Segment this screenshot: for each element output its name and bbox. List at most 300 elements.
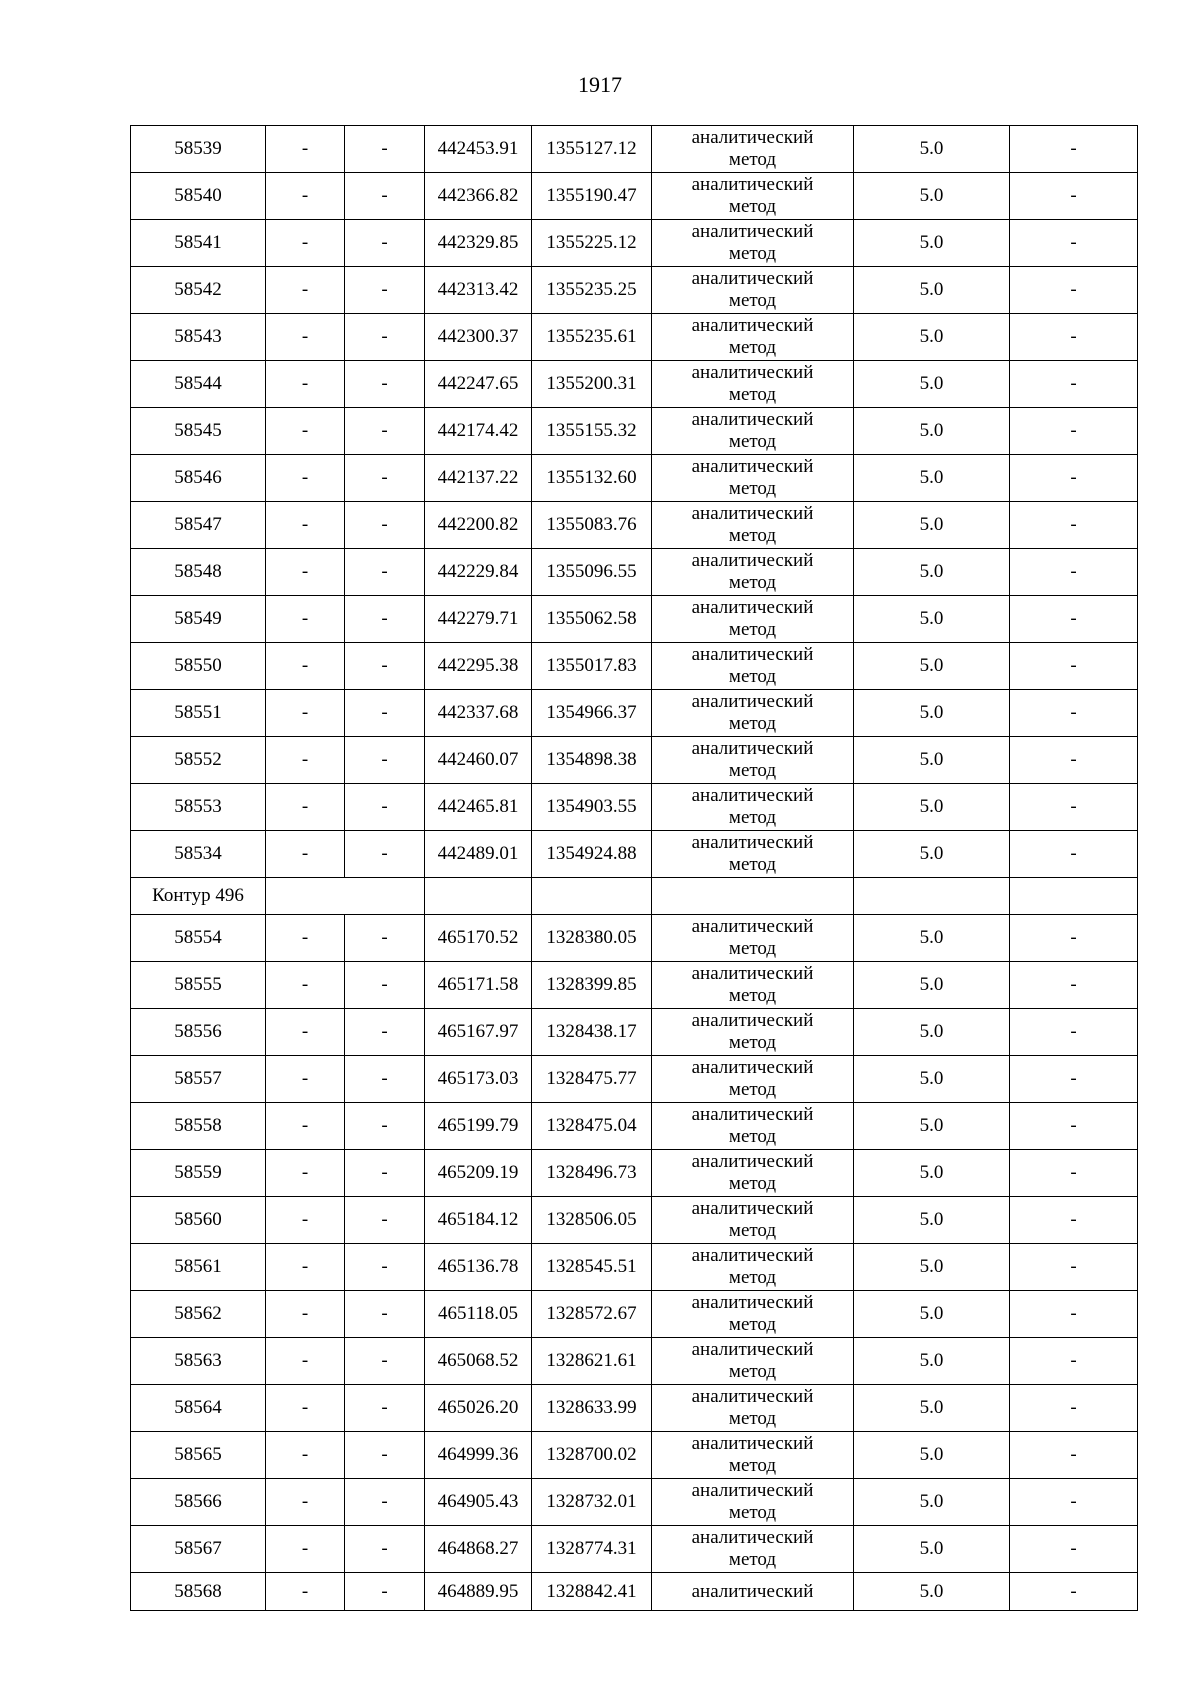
point-number-cell: 58547: [131, 502, 266, 549]
method-cell: [652, 1338, 854, 1385]
column-2-cell: -: [266, 1103, 345, 1150]
x-coordinate-cell: 442174.42: [425, 408, 532, 455]
method-text: аналитический: [691, 644, 814, 665]
method-text: метод: [728, 760, 777, 781]
method-cell: [652, 784, 854, 831]
column-8-cell: -: [1010, 784, 1138, 831]
point-number-cell: 58546: [131, 455, 266, 502]
column-3-cell: -: [345, 1009, 425, 1056]
accuracy-cell: 5.0: [854, 643, 1010, 690]
method-text: аналитический: [691, 1339, 814, 1360]
accuracy-cell: 5.0: [854, 173, 1010, 220]
point-number-cell: 58555: [131, 962, 266, 1009]
table-row: [131, 1573, 1138, 1611]
method-text: метод: [728, 384, 777, 405]
method-text: аналитический: [691, 1151, 814, 1172]
method-cell: [652, 1573, 854, 1611]
method-cell: [652, 962, 854, 1009]
method-text: аналитический: [691, 456, 814, 477]
column-3-cell: -: [345, 1103, 425, 1150]
column-3-cell: -: [345, 1479, 425, 1526]
y-coordinate-cell: 1355083.76: [532, 502, 652, 549]
x-coordinate-cell: 465184.12: [425, 1197, 532, 1244]
accuracy-cell: 5.0: [854, 596, 1010, 643]
method-text: аналитический: [691, 1057, 814, 1078]
method-text: аналитический: [691, 1386, 814, 1407]
method-cell: [652, 915, 854, 962]
point-number-cell: 58560: [131, 1197, 266, 1244]
column-8-cell: -: [1010, 1291, 1138, 1338]
x-coordinate-cell: 442247.65: [425, 361, 532, 408]
column-2-cell: -: [266, 1385, 345, 1432]
method-text: метод: [728, 1549, 777, 1570]
table-row: [131, 737, 1138, 784]
x-coordinate-cell: 465026.20: [425, 1385, 532, 1432]
accuracy-cell: 5.0: [854, 267, 1010, 314]
point-number-cell: 58564: [131, 1385, 266, 1432]
method-text: метод: [728, 1361, 777, 1382]
accuracy-cell: 5.0: [854, 455, 1010, 502]
y-coordinate-cell: 1355132.60: [532, 455, 652, 502]
column-3-cell: -: [345, 126, 425, 173]
column-3-cell: -: [345, 962, 425, 1009]
column-2-cell: -: [266, 1526, 345, 1573]
column-8-cell: -: [1010, 1338, 1138, 1385]
method-cell: [652, 737, 854, 784]
method-cell: [652, 1150, 854, 1197]
accuracy-cell: 5.0: [854, 737, 1010, 784]
method-text: метод: [728, 1220, 777, 1241]
method-cell: [652, 314, 854, 361]
method-text: аналитический: [691, 738, 814, 759]
method-text: аналитический: [691, 916, 814, 937]
column-2-cell: -: [266, 1291, 345, 1338]
table-row: [131, 1056, 1138, 1103]
table-row: [131, 1009, 1138, 1056]
column-8-cell: -: [1010, 915, 1138, 962]
point-number-cell: 58567: [131, 1526, 266, 1573]
x-coordinate-cell: 465170.52: [425, 915, 532, 962]
x-coordinate-cell: 442460.07: [425, 737, 532, 784]
x-coordinate-cell: 465068.52: [425, 1338, 532, 1385]
accuracy-cell: 5.0: [854, 1103, 1010, 1150]
accuracy-cell: 5.0: [854, 1432, 1010, 1479]
table-row: [131, 915, 1138, 962]
table-row: [131, 314, 1138, 361]
method-cell: [652, 1056, 854, 1103]
y-coordinate-cell: 1355155.32: [532, 408, 652, 455]
x-coordinate-cell: 465199.79: [425, 1103, 532, 1150]
column-8-cell: -: [1010, 737, 1138, 784]
point-number-cell: 58534: [131, 831, 266, 878]
point-number-cell: 58557: [131, 1056, 266, 1103]
column-8-cell: -: [1010, 455, 1138, 502]
method-text: аналитический: [691, 1433, 814, 1454]
method-cell: [652, 455, 854, 502]
y-coordinate-cell: 1328633.99: [532, 1385, 652, 1432]
point-number-cell: 58565: [131, 1432, 266, 1479]
column-2-cell: -: [266, 1338, 345, 1385]
x-coordinate-cell: 464889.95: [425, 1573, 532, 1611]
table-row: [131, 220, 1138, 267]
x-coordinate-cell: 442313.42: [425, 267, 532, 314]
x-coordinate-cell: 465167.97: [425, 1009, 532, 1056]
accuracy-cell: 5.0: [854, 1338, 1010, 1385]
column-2-cell: -: [266, 1197, 345, 1244]
method-text: метод: [728, 1079, 777, 1100]
point-number-cell: 58544: [131, 361, 266, 408]
y-coordinate-cell: 1355017.83: [532, 643, 652, 690]
table-row: [131, 690, 1138, 737]
table-row: [131, 549, 1138, 596]
method-text: метод: [728, 1126, 777, 1147]
column-2-cell: -: [266, 314, 345, 361]
accuracy-cell: 5.0: [854, 220, 1010, 267]
column-2-cell: -: [266, 737, 345, 784]
x-coordinate-cell: 442229.84: [425, 549, 532, 596]
column-2-cell: -: [266, 408, 345, 455]
point-number-cell: 58545: [131, 408, 266, 455]
y-coordinate-cell: 1328438.17: [532, 1009, 652, 1056]
method-text: аналитический: [691, 691, 814, 712]
empty-cell: [532, 878, 652, 915]
table-row: [131, 784, 1138, 831]
table-row: [131, 502, 1138, 549]
table-row: [131, 455, 1138, 502]
method-cell: [652, 690, 854, 737]
table-row: [131, 1526, 1138, 1573]
column-2-cell: -: [266, 690, 345, 737]
column-2-cell: -: [266, 831, 345, 878]
table-body: [131, 126, 1138, 1611]
page-number: 1917: [578, 72, 622, 97]
method-text: метод: [728, 478, 777, 499]
y-coordinate-cell: 1354924.88: [532, 831, 652, 878]
accuracy-cell: 5.0: [854, 1526, 1010, 1573]
method-text: метод: [728, 1314, 777, 1335]
y-coordinate-cell: 1328621.61: [532, 1338, 652, 1385]
accuracy-cell: 5.0: [854, 314, 1010, 361]
column-2-cell: -: [266, 173, 345, 220]
accuracy-cell: 5.0: [854, 1244, 1010, 1291]
y-coordinate-cell: 1354903.55: [532, 784, 652, 831]
column-2-cell: -: [266, 549, 345, 596]
accuracy-cell: 5.0: [854, 126, 1010, 173]
accuracy-cell: 5.0: [854, 361, 1010, 408]
y-coordinate-cell: 1328496.73: [532, 1150, 652, 1197]
method-cell: [652, 1197, 854, 1244]
column-2-cell: -: [266, 1432, 345, 1479]
method-text: аналитический: [691, 268, 814, 289]
column-3-cell: -: [345, 737, 425, 784]
empty-cell: [345, 878, 425, 915]
point-number-cell: 58543: [131, 314, 266, 361]
column-8-cell: -: [1010, 1385, 1138, 1432]
column-3-cell: -: [345, 267, 425, 314]
column-8-cell: -: [1010, 596, 1138, 643]
method-text: метод: [728, 243, 777, 264]
method-cell: [652, 1244, 854, 1291]
section-row: [131, 878, 1138, 915]
accuracy-cell: 5.0: [854, 1056, 1010, 1103]
method-cell: [652, 643, 854, 690]
accuracy-cell: 5.0: [854, 1479, 1010, 1526]
method-cell: [652, 1479, 854, 1526]
column-3-cell: -: [345, 831, 425, 878]
method-text: метод: [728, 572, 777, 593]
point-number-cell: 58562: [131, 1291, 266, 1338]
method-text: аналитический: [691, 1527, 814, 1548]
column-2-cell: -: [266, 915, 345, 962]
accuracy-cell: 5.0: [854, 784, 1010, 831]
column-3-cell: -: [345, 173, 425, 220]
point-number-cell: 58568: [131, 1573, 266, 1611]
method-cell: [652, 831, 854, 878]
y-coordinate-cell: 1355127.12: [532, 126, 652, 173]
accuracy-cell: 5.0: [854, 408, 1010, 455]
method-text: аналитический: [691, 1104, 814, 1125]
method-cell: [652, 1385, 854, 1432]
accuracy-cell: 5.0: [854, 962, 1010, 1009]
method-text: метод: [728, 431, 777, 452]
method-text: метод: [728, 1408, 777, 1429]
method-text: метод: [728, 807, 777, 828]
column-8-cell: -: [1010, 1432, 1138, 1479]
column-8-cell: -: [1010, 1056, 1138, 1103]
point-number-cell: 58561: [131, 1244, 266, 1291]
method-text: аналитический: [691, 1245, 814, 1266]
y-coordinate-cell: 1328732.01: [532, 1479, 652, 1526]
x-coordinate-cell: 442200.82: [425, 502, 532, 549]
method-text: аналитический: [691, 1580, 814, 1602]
method-text: метод: [728, 1502, 777, 1523]
method-text: метод: [728, 1032, 777, 1053]
method-text: аналитический: [691, 550, 814, 571]
column-2-cell: -: [266, 962, 345, 1009]
column-2-cell: -: [266, 596, 345, 643]
column-3-cell: -: [345, 784, 425, 831]
method-cell: [652, 267, 854, 314]
table-row: [131, 1197, 1138, 1244]
column-3-cell: -: [345, 915, 425, 962]
column-3-cell: -: [345, 1385, 425, 1432]
y-coordinate-cell: 1355200.31: [532, 361, 652, 408]
method-text: аналитический: [691, 597, 814, 618]
y-coordinate-cell: 1328380.05: [532, 915, 652, 962]
point-number-cell: 58554: [131, 915, 266, 962]
table-row: [131, 1244, 1138, 1291]
table-row: [131, 126, 1138, 173]
column-8-cell: -: [1010, 126, 1138, 173]
point-number-cell: 58556: [131, 1009, 266, 1056]
point-number-cell: 58559: [131, 1150, 266, 1197]
table-row: [131, 596, 1138, 643]
column-8-cell: -: [1010, 1009, 1138, 1056]
accuracy-cell: 5.0: [854, 1291, 1010, 1338]
y-coordinate-cell: 1328774.31: [532, 1526, 652, 1573]
column-3-cell: -: [345, 1338, 425, 1385]
x-coordinate-cell: 442279.71: [425, 596, 532, 643]
method-text: метод: [728, 1173, 777, 1194]
y-coordinate-cell: 1328842.41: [532, 1573, 652, 1611]
column-2-cell: -: [266, 267, 345, 314]
column-8-cell: -: [1010, 643, 1138, 690]
x-coordinate-cell: 442137.22: [425, 455, 532, 502]
column-3-cell: -: [345, 502, 425, 549]
accuracy-cell: 5.0: [854, 1197, 1010, 1244]
table-row: [131, 831, 1138, 878]
x-coordinate-cell: 442489.01: [425, 831, 532, 878]
column-3-cell: -: [345, 220, 425, 267]
coordinates-table: [130, 125, 1138, 1611]
accuracy-cell: 5.0: [854, 1385, 1010, 1432]
empty-cell: [266, 878, 345, 915]
column-3-cell: -: [345, 361, 425, 408]
column-8-cell: -: [1010, 267, 1138, 314]
empty-cell: [1010, 878, 1138, 915]
method-text: метод: [728, 1455, 777, 1476]
empty-cell: [652, 878, 854, 915]
column-2-cell: -: [266, 361, 345, 408]
column-8-cell: -: [1010, 220, 1138, 267]
point-number-cell: 58550: [131, 643, 266, 690]
x-coordinate-cell: 465171.58: [425, 962, 532, 1009]
column-8-cell: -: [1010, 962, 1138, 1009]
table-row: [131, 1150, 1138, 1197]
method-cell: [652, 361, 854, 408]
x-coordinate-cell: 442453.91: [425, 126, 532, 173]
column-3-cell: -: [345, 1573, 425, 1611]
accuracy-cell: 5.0: [854, 831, 1010, 878]
column-8-cell: -: [1010, 1479, 1138, 1526]
method-text: метод: [728, 619, 777, 640]
column-3-cell: -: [345, 1197, 425, 1244]
column-2-cell: -: [266, 1573, 345, 1611]
table-row: [131, 1103, 1138, 1150]
column-3-cell: -: [345, 408, 425, 455]
y-coordinate-cell: 1355225.12: [532, 220, 652, 267]
method-cell: [652, 596, 854, 643]
method-text: аналитический: [691, 785, 814, 806]
method-text: метод: [728, 525, 777, 546]
column-3-cell: -: [345, 1291, 425, 1338]
method-text: аналитический: [691, 1198, 814, 1219]
section-label: Контур 496: [131, 878, 266, 915]
column-2-cell: -: [266, 1244, 345, 1291]
y-coordinate-cell: 1328545.51: [532, 1244, 652, 1291]
point-number-cell: 58540: [131, 173, 266, 220]
table-row: [131, 643, 1138, 690]
y-coordinate-cell: 1355235.61: [532, 314, 652, 361]
column-2-cell: -: [266, 455, 345, 502]
method-text: аналитический: [691, 221, 814, 242]
method-text: метод: [728, 337, 777, 358]
accuracy-cell: 5.0: [854, 1573, 1010, 1611]
method-text: аналитический: [691, 127, 814, 148]
column-3-cell: -: [345, 643, 425, 690]
point-number-cell: 58552: [131, 737, 266, 784]
table-row: [131, 361, 1138, 408]
column-2-cell: -: [266, 126, 345, 173]
column-3-cell: -: [345, 549, 425, 596]
method-text: аналитический: [691, 409, 814, 430]
method-text: метод: [728, 938, 777, 959]
x-coordinate-cell: 442329.85: [425, 220, 532, 267]
point-number-cell: 58553: [131, 784, 266, 831]
method-cell: [652, 502, 854, 549]
method-cell: [652, 1291, 854, 1338]
column-3-cell: -: [345, 1526, 425, 1573]
column-2-cell: -: [266, 1150, 345, 1197]
method-text: аналитический: [691, 362, 814, 383]
table-row: [131, 408, 1138, 455]
point-number-cell: 58566: [131, 1479, 266, 1526]
method-text: метод: [728, 149, 777, 170]
method-cell: [652, 549, 854, 596]
method-text: аналитический: [691, 503, 814, 524]
x-coordinate-cell: 465136.78: [425, 1244, 532, 1291]
y-coordinate-cell: 1328700.02: [532, 1432, 652, 1479]
column-8-cell: -: [1010, 408, 1138, 455]
point-number-cell: 58542: [131, 267, 266, 314]
x-coordinate-cell: 442337.68: [425, 690, 532, 737]
method-text: аналитический: [691, 315, 814, 336]
x-coordinate-cell: 442295.38: [425, 643, 532, 690]
point-number-cell: 58548: [131, 549, 266, 596]
method-text: метод: [728, 196, 777, 217]
column-3-cell: -: [345, 455, 425, 502]
method-cell: [652, 220, 854, 267]
column-8-cell: -: [1010, 1150, 1138, 1197]
column-3-cell: -: [345, 314, 425, 361]
accuracy-cell: 5.0: [854, 1150, 1010, 1197]
y-coordinate-cell: 1355190.47: [532, 173, 652, 220]
accuracy-cell: 5.0: [854, 1009, 1010, 1056]
method-cell: [652, 408, 854, 455]
column-2-cell: -: [266, 1009, 345, 1056]
column-8-cell: -: [1010, 1573, 1138, 1611]
accuracy-cell: 5.0: [854, 502, 1010, 549]
column-8-cell: -: [1010, 1197, 1138, 1244]
y-coordinate-cell: 1354898.38: [532, 737, 652, 784]
empty-cell: [425, 878, 532, 915]
column-8-cell: -: [1010, 1103, 1138, 1150]
column-3-cell: -: [345, 1056, 425, 1103]
table-row: [131, 1385, 1138, 1432]
column-3-cell: -: [345, 1150, 425, 1197]
method-cell: [652, 173, 854, 220]
column-3-cell: -: [345, 690, 425, 737]
table-row: [131, 173, 1138, 220]
method-text: метод: [728, 1267, 777, 1288]
y-coordinate-cell: 1328572.67: [532, 1291, 652, 1338]
table-row: [131, 1291, 1138, 1338]
column-8-cell: -: [1010, 1244, 1138, 1291]
table-row: [131, 1432, 1138, 1479]
method-cell: [652, 126, 854, 173]
y-coordinate-cell: 1328506.05: [532, 1197, 652, 1244]
column-8-cell: -: [1010, 502, 1138, 549]
point-number-cell: 58563: [131, 1338, 266, 1385]
column-2-cell: -: [266, 784, 345, 831]
method-cell: [652, 1103, 854, 1150]
x-coordinate-cell: 442300.37: [425, 314, 532, 361]
column-8-cell: -: [1010, 690, 1138, 737]
method-text: аналитический: [691, 1292, 814, 1313]
accuracy-cell: 5.0: [854, 549, 1010, 596]
table-row: [131, 962, 1138, 1009]
y-coordinate-cell: 1354966.37: [532, 690, 652, 737]
